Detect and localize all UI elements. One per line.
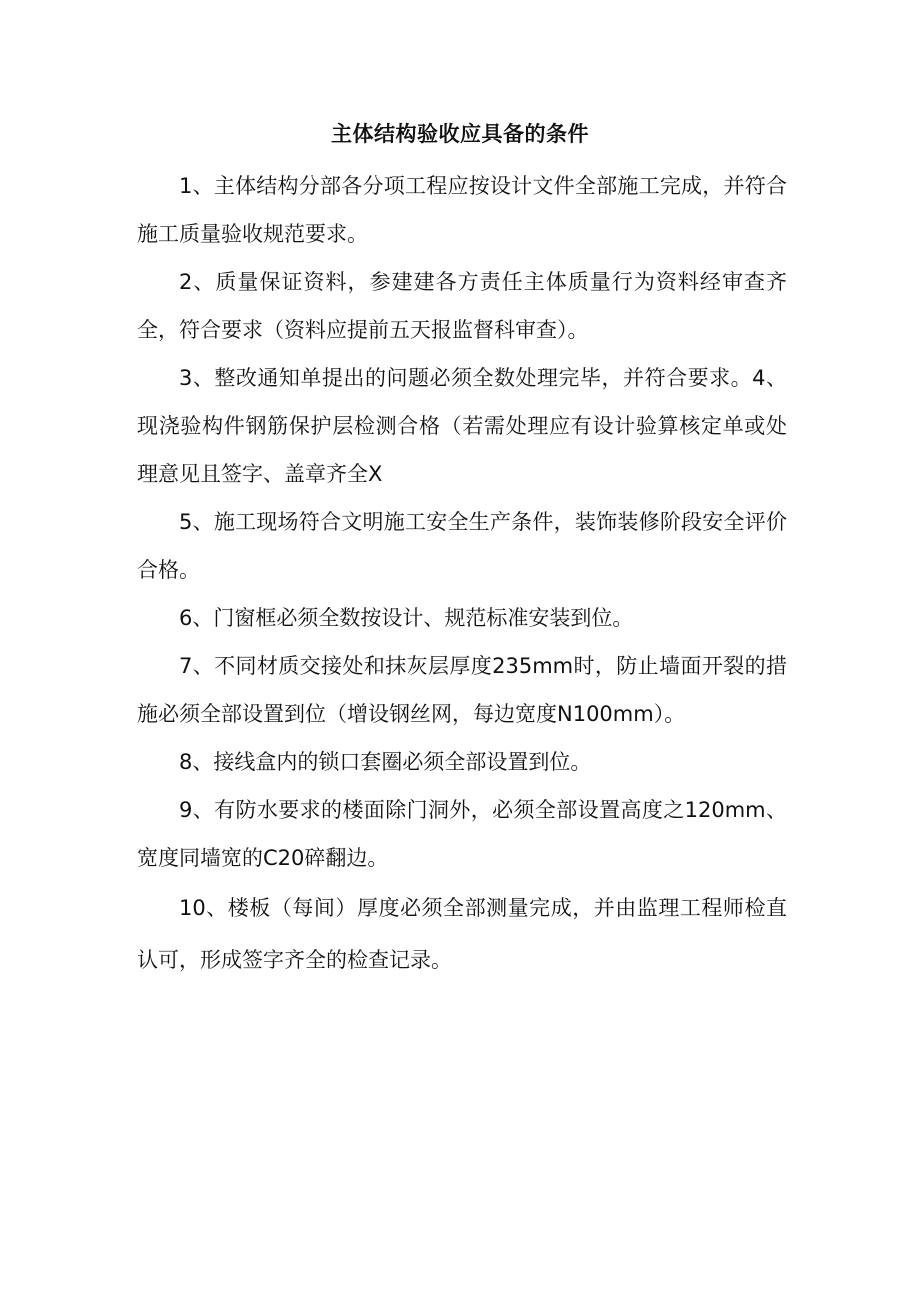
- document-body: [137, 162, 787, 986]
- paragraph-10: 10、楼板（每间）厚度必须全部测量完成，并由监理工程师检直认可，形成签字齐全的检查记录。: [137, 896, 787, 972]
- paragraph-1: 1、主体结构分部各分项工程应按设计文件全部施工完成，并符合施工质量验收规范要求。: [137, 174, 787, 246]
- paragraph-6: 6、门窗框必须全数按设计、规范标准安装到位。: [179, 606, 634, 630]
- paragraph-9: 9、有防水要求的楼面除门洞外，必须全部设置高度之120mm、宽度同墙宽的C20碎翻边。: [137, 798, 787, 870]
- paragraph-5: 5、施工现场符合文明施工安全生产条件，装饰装修阶段安全评价合格。: [137, 510, 787, 582]
- paragraph-7: 7、不同材质交接处和抹灰层厚度235mm时，防止墙面开裂的措施必须全部设置到位（增设钢丝网，每边宽度N100mm）。: [137, 654, 787, 726]
- document-title: 主体结构验收应具备的条件: [331, 122, 589, 146]
- paragraph-2: 2、质量保证资料，参建建各方责任主体质量行为资料经审查齐全，符合要求（资料应提前五天报监督科审查）。: [137, 270, 787, 342]
- paragraph-3: 3、整改通知单提出的问题必须全数处理完毕，并符合要求。4、现浇验构件钢筋保护层检测合格（若需处理应有设计验算核定单或处理意见且签字、盖章齐全X: [137, 366, 787, 486]
- paragraph-8: 8、接线盒内的锁口套圈必须全部设置到位。: [179, 750, 592, 774]
